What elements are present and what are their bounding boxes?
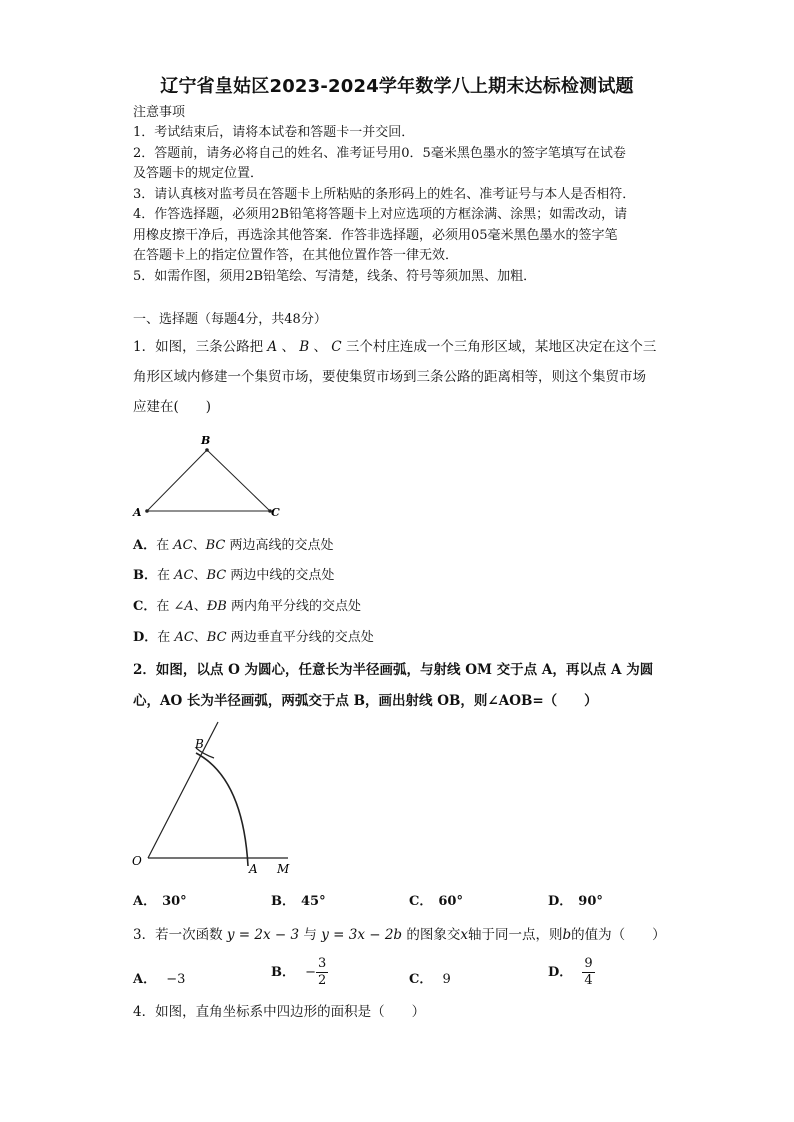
q3-option-c (409, 968, 451, 987)
notice-line-5: 4．作答选择题，必须用2B铅笔将答题卡上对应选项的方框涂满、涂黑；如需改动，请 (133, 207, 628, 222)
q3-option-a-text: −3 (166, 972, 186, 987)
notice-line-2: 2．答题前，请务必将自己的姓名、准考证号用0．5毫米黑色墨水的签字笔填写在试卷 (133, 146, 626, 161)
q1-option-a-sep: 、 (192, 538, 206, 553)
q1-option-d-letter: D． (133, 630, 158, 645)
notice-heading: 注意事项 (133, 105, 186, 120)
notice-line-4: 3．请认真核对监考员在答题卡上所粘贴的条形码上的姓名、准考证号与本人是否相符． (133, 187, 636, 202)
q1-option-c-m2: ÐB (206, 599, 227, 614)
triangle-figure (130, 428, 290, 524)
ray-ob (148, 722, 218, 858)
q1-option-b-m2: BC (206, 568, 227, 583)
q1-option-c-post: 两内角平分线的交点处 (231, 599, 362, 614)
label-a: A (249, 862, 258, 876)
q3-option-b-fraction (316, 956, 328, 989)
q1-option-b (133, 567, 334, 585)
notice-line-8: 5．如需作图，须用2B铅笔绘、写清楚，线条、符号等须加黑、加粗． (133, 269, 537, 284)
arc-centered-o (196, 753, 248, 866)
q1-option-d (133, 629, 374, 647)
q1-option-c (133, 598, 361, 616)
q1-text-b: 三个村庄连成一个三角形区域，某地区决定在这个三 (345, 339, 657, 355)
label-o: O (132, 854, 142, 868)
label-a: A (133, 506, 142, 519)
q1-option-a-m2: BC (205, 538, 226, 553)
q3-text-pre: 3．若一次函数 (133, 927, 223, 943)
q3-option-a (133, 968, 185, 987)
q2-option-b-text: 45° (301, 894, 326, 909)
q2-option-a (133, 890, 187, 909)
q1-option-d-sep: 、 (193, 630, 207, 645)
question-2-line-2: 心，AO 长为半径画弧，两弧交于点 B，画出射线 OB，则∠AOB=（ ） (133, 693, 598, 709)
q3-text-post: 的值为（ ） (571, 927, 666, 943)
page-title: 辽宁省皇姑区2023-2024学年数学八上期末达标检测试题 (160, 76, 634, 97)
q3-option-c-text: 9 (442, 972, 451, 987)
question-3-line (133, 926, 666, 944)
q2-option-c (409, 890, 463, 909)
notice-line-6: 用橡皮擦干净后，再选涂其他答案．作答非选择题，必须用05毫米黑色墨水的签字笔 (133, 228, 618, 243)
question-1-line-3: 应建在( ) (133, 399, 212, 415)
q3-option-d (548, 956, 595, 989)
q1-sep-1: 、 (281, 339, 295, 355)
q1-point-c: C (331, 339, 342, 355)
q3-option-d-fraction (582, 956, 594, 989)
section-heading: 一、选择题（每题4分，共48分） (133, 312, 327, 327)
label-b: B (195, 737, 204, 751)
q3-option-d-denominator: 4 (584, 973, 593, 988)
vertex-a (145, 509, 149, 513)
q3-text-mid: 与 (303, 927, 317, 943)
q1-option-a-letter: A． (133, 538, 157, 553)
question-4-line: 4．如图，直角坐标系中四边形的面积是（ ） (133, 1004, 426, 1020)
q2-option-a-letter: A． (133, 894, 157, 909)
q2-option-b-letter: B． (271, 894, 295, 909)
q3-var-x: x (460, 927, 468, 943)
label-m: M (277, 862, 290, 876)
notice-line-1: 1．考试结束后，请将本试卷和答题卡一并交回． (133, 125, 415, 140)
q1-option-d-m2: BC (206, 630, 227, 645)
q1-point-b: B (299, 339, 310, 355)
q1-option-c-sep: 、 (193, 599, 207, 614)
q1-option-b-sep: 、 (193, 568, 207, 583)
q3-option-b-letter: B． (271, 965, 295, 980)
q3-option-b-numerator: 3 (318, 956, 327, 971)
q3-function-1: y = 2x − 3 (226, 927, 300, 943)
q2-option-a-text: 30° (162, 894, 187, 909)
q2-option-b (271, 890, 326, 909)
question-1-line-1 (133, 338, 656, 356)
q1-option-c-letter: C． (133, 599, 157, 614)
q2-option-d-letter: D． (548, 894, 573, 909)
side-bc (207, 450, 270, 511)
notice-line-7: 在答题卡上的指定位置作答，在其他位置作答一律无效． (133, 248, 459, 263)
side-ab (147, 450, 207, 511)
label-c: C (271, 506, 280, 519)
q1-text-a: 1．如图，三条公路把 (133, 339, 264, 355)
q1-option-a-m1: AC (173, 538, 193, 553)
q3-text-mid3: 轴于同一点，则 (467, 927, 563, 943)
vertex-b (205, 448, 209, 452)
arc-construction-figure (130, 720, 300, 882)
q2-option-c-letter: C． (409, 894, 433, 909)
q2-option-d (548, 890, 603, 909)
q1-sep-2: 、 (313, 339, 327, 355)
q1-option-b-pre: 在 (157, 568, 171, 583)
q1-option-a-post: 两边高线的交点处 (229, 538, 334, 553)
q1-option-b-letter: B． (133, 568, 157, 583)
q3-option-b-denominator: 2 (318, 973, 327, 988)
q3-function-2: y = 3x − 2b (321, 927, 403, 943)
label-b: B (201, 434, 211, 447)
q3-option-b-sign: − (305, 965, 317, 980)
q1-option-d-post: 两边垂直平分线的交点处 (230, 630, 374, 645)
question-1-line-2: 角形区域内修建一个集贸市场，要使集贸市场到三条公路的距离相等，则这个集贸市场 (133, 369, 646, 385)
q3-option-b (271, 956, 328, 989)
q1-option-a-pre: 在 (156, 538, 170, 553)
q3-text-mid2: 的图象交 (406, 927, 461, 943)
q3-option-d-letter: D． (548, 965, 573, 980)
q1-point-a: A (267, 339, 278, 355)
q1-option-c-pre: 在 (156, 599, 170, 614)
notice-line-3: 及答题卡的规定位置． (133, 166, 264, 181)
q3-option-d-numerator: 9 (584, 956, 593, 971)
question-2-line-1: 2．如图，以点 O 为圆心，任意长为半径画弧，与射线 OM 交于点 A，再以点 A 为圆 (133, 662, 654, 678)
q3-option-c-letter: C． (409, 972, 433, 987)
q1-option-b-post: 两边中线的交点处 (230, 568, 335, 583)
q1-option-d-m1: AC (174, 630, 194, 645)
q1-option-d-pre: 在 (157, 630, 171, 645)
q2-option-c-text: 60° (438, 894, 463, 909)
q3-option-a-letter: A． (133, 972, 157, 987)
q1-option-c-m1: ∠A (173, 599, 194, 614)
q1-option-a (133, 537, 334, 555)
q2-option-d-text: 90° (578, 894, 603, 909)
q3-var-b: b (562, 927, 572, 943)
q1-option-b-m1: AC (174, 568, 194, 583)
